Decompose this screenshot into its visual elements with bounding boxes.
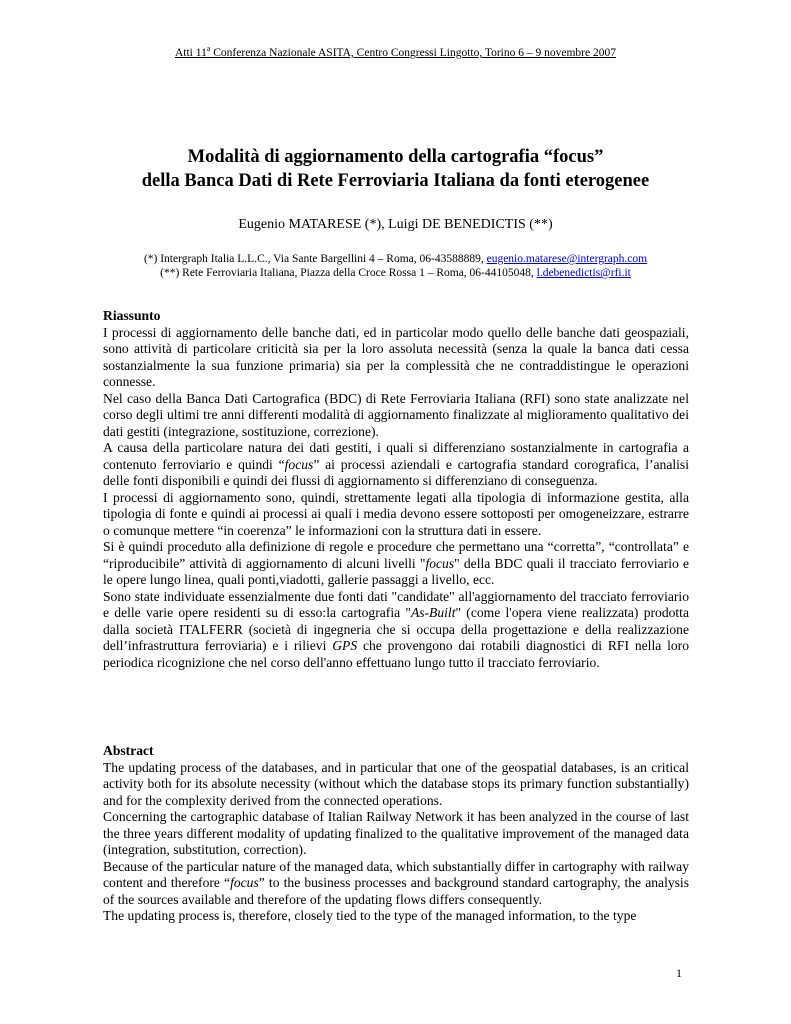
riassunto-p6-text-a: Sono state individuate essenzialmente due fonti dati "candidate" all'aggiornamento del tracciato ferroviario e delle varie opere residenti su di esso:la cartografia " [103,588,689,620]
abstract-heading: Abstract [103,743,154,758]
affiliation-1-text: (*) Intergraph Italia L.L.C., Via Sante Bargellini 4 – Roma, 06-43588889, [143,253,487,265]
riassunto-paragraph-6 [103,589,689,672]
riassunto-paragraph-5 [103,539,689,589]
abstract-paragraph-4: The updating process is, therefore, closely tied to the type of the managed information, to the type [103,908,637,923]
riassunto-paragraph-4: I processi di aggiornamento sono, quindi, strettamente legati alla tipologia di informazione gestita, alla tipologia di fonte e quindi ai processi ai quali i media devono essere sottoposti per omogeneizzare, estrarre o comunque mettere “in coerenza” le informazioni con la struttura dati in essere. [103,489,689,538]
riassunto-p6-text-c: che provengono dai rotabili diagnostici di RFI nella loro periodica ricognizione che nel corso dell'anno effettuano lungo tutto il tracciato ferroviario. [103,638,689,670]
affiliation-1 [0,252,791,266]
riassunto-p6-asbuilt: As-Built [410,605,456,620]
affiliation-2 [0,266,791,280]
riassunto-p5-focus: focus [425,555,455,571]
abstract-paragraph-2: Concerning the cartographic database of Italian Railway Network it has been analyzed in the course of last the three years different modality of updating finalized to the qualitative improvement of the managed data (integration, substitution, correction). [103,809,689,857]
riassunto-p5-text-a: Si è quindi proceduto alla definizione di regole e procedure che permettano una “corretta”, “controllata” e “riproducibile” attività di aggiornamento di alcuni livelli " [103,539,689,571]
header-superscript: a [206,44,211,53]
riassunto-p3-text-a: A causa della particolare natura dei dati gestiti, i quali si differenziano sostanzialmente in cartografia a contenuto ferroviario e quindi “ [103,440,689,472]
riassunto-heading: Riassunto [103,308,161,323]
riassunto-p6-text-b: " (come l'opera viene realizzata) prodotta dalla società ITALFERR (società di ingegneria che si occupa della progettazione e della realizzazione dell’infrastruttura ferroviaria) e i rilievi [103,605,689,653]
affiliations [0,252,791,280]
paper-title [60,145,731,193]
riassunto-p6-gps: GPS [332,638,358,653]
abstract-p3-focus: focus [230,875,259,890]
authors: Eugenio MATARESE (*), Luigi DE BENEDICTIS (**) [238,217,553,232]
affiliation-2-text: (**) Rete Ferroviaria Italiana, Piazza della Croce Rossa 1 – Roma, 06-44105048, [160,267,537,279]
email-link-1[interactable]: eugenio.matarese@intergraph.com [486,253,648,265]
title-line-1: Modalità di aggiornamento della cartografia “focus” [187,147,604,167]
email-link-2[interactable]: l.debenedictis@rfi.it [536,267,631,279]
riassunto-p3-text-b: ” ai processi aziendali e cartografia standard corografica, l’analisi delle fonti disponibili e quindi dei flussi di aggiornamento si differenziano di conseguenza. [103,456,689,488]
riassunto-p3-focus: focus [284,456,314,472]
header-text-pre: Atti 11 [174,46,207,59]
riassunto-p5-text-b: " della BDC quali il tracciato ferroviario e le opere lungo linea, quali ponti,viadotti, gallerie passaggi a livello, ecc. [103,555,689,587]
abstract-p3-text-a: Because of the particular nature of the managed data, which substantially differ in cartography with railway content and therefore “ [103,858,689,890]
riassunto-paragraph-1: I processi di aggiornamento delle banche dati, ed in particolar modo quello delle banche dati geospaziali, sono attività di particolare criticità sia per la loro assoluta necessità (senza la quale la banca dati cessa sostanzialmente la sua funzione primaria) sia per la complessità che ne contraddistingue le operazioni connesse. [103,324,689,389]
abstract-paragraph-1: The updating process of the databases, and in particular that one of the geospatial databases, is an critical activity both for its absolute necessity (without which the database stops its primary function substantially) and for the complexity derived from the connected operations. [103,759,689,808]
running-header [0,44,791,59]
riassunto-section [103,308,689,671]
header-text-post: Conferenza Nazionale ASITA, Centro Congressi Lingotto, Torino 6 – 9 novembre 2007 [210,46,616,59]
page-number: 1 [676,966,682,980]
abstract-section [103,743,689,925]
riassunto-paragraph-2: Nel caso della Banca Dati Cartografica (BDC) di Rete Ferroviaria Italiana (RFI) sono state analizzate nel corso degli ultimi tre anni differenti modalità di aggiornamento finalizzate al miglioramento qualitativo dei dati gestiti (integrazione, sostituzione, correzione). [103,390,689,439]
abstract-p3-text-b: ” to the business processes and background standard cartography, the analysis of the sources available and therefore of the updating flows differs consequently. [103,875,690,907]
riassunto-paragraph-3 [103,440,689,490]
title-line-2: della Banca Dati di Rete Ferroviaria Italiana da fonti eterogenee [141,171,650,191]
abstract-paragraph-3 [103,859,689,909]
